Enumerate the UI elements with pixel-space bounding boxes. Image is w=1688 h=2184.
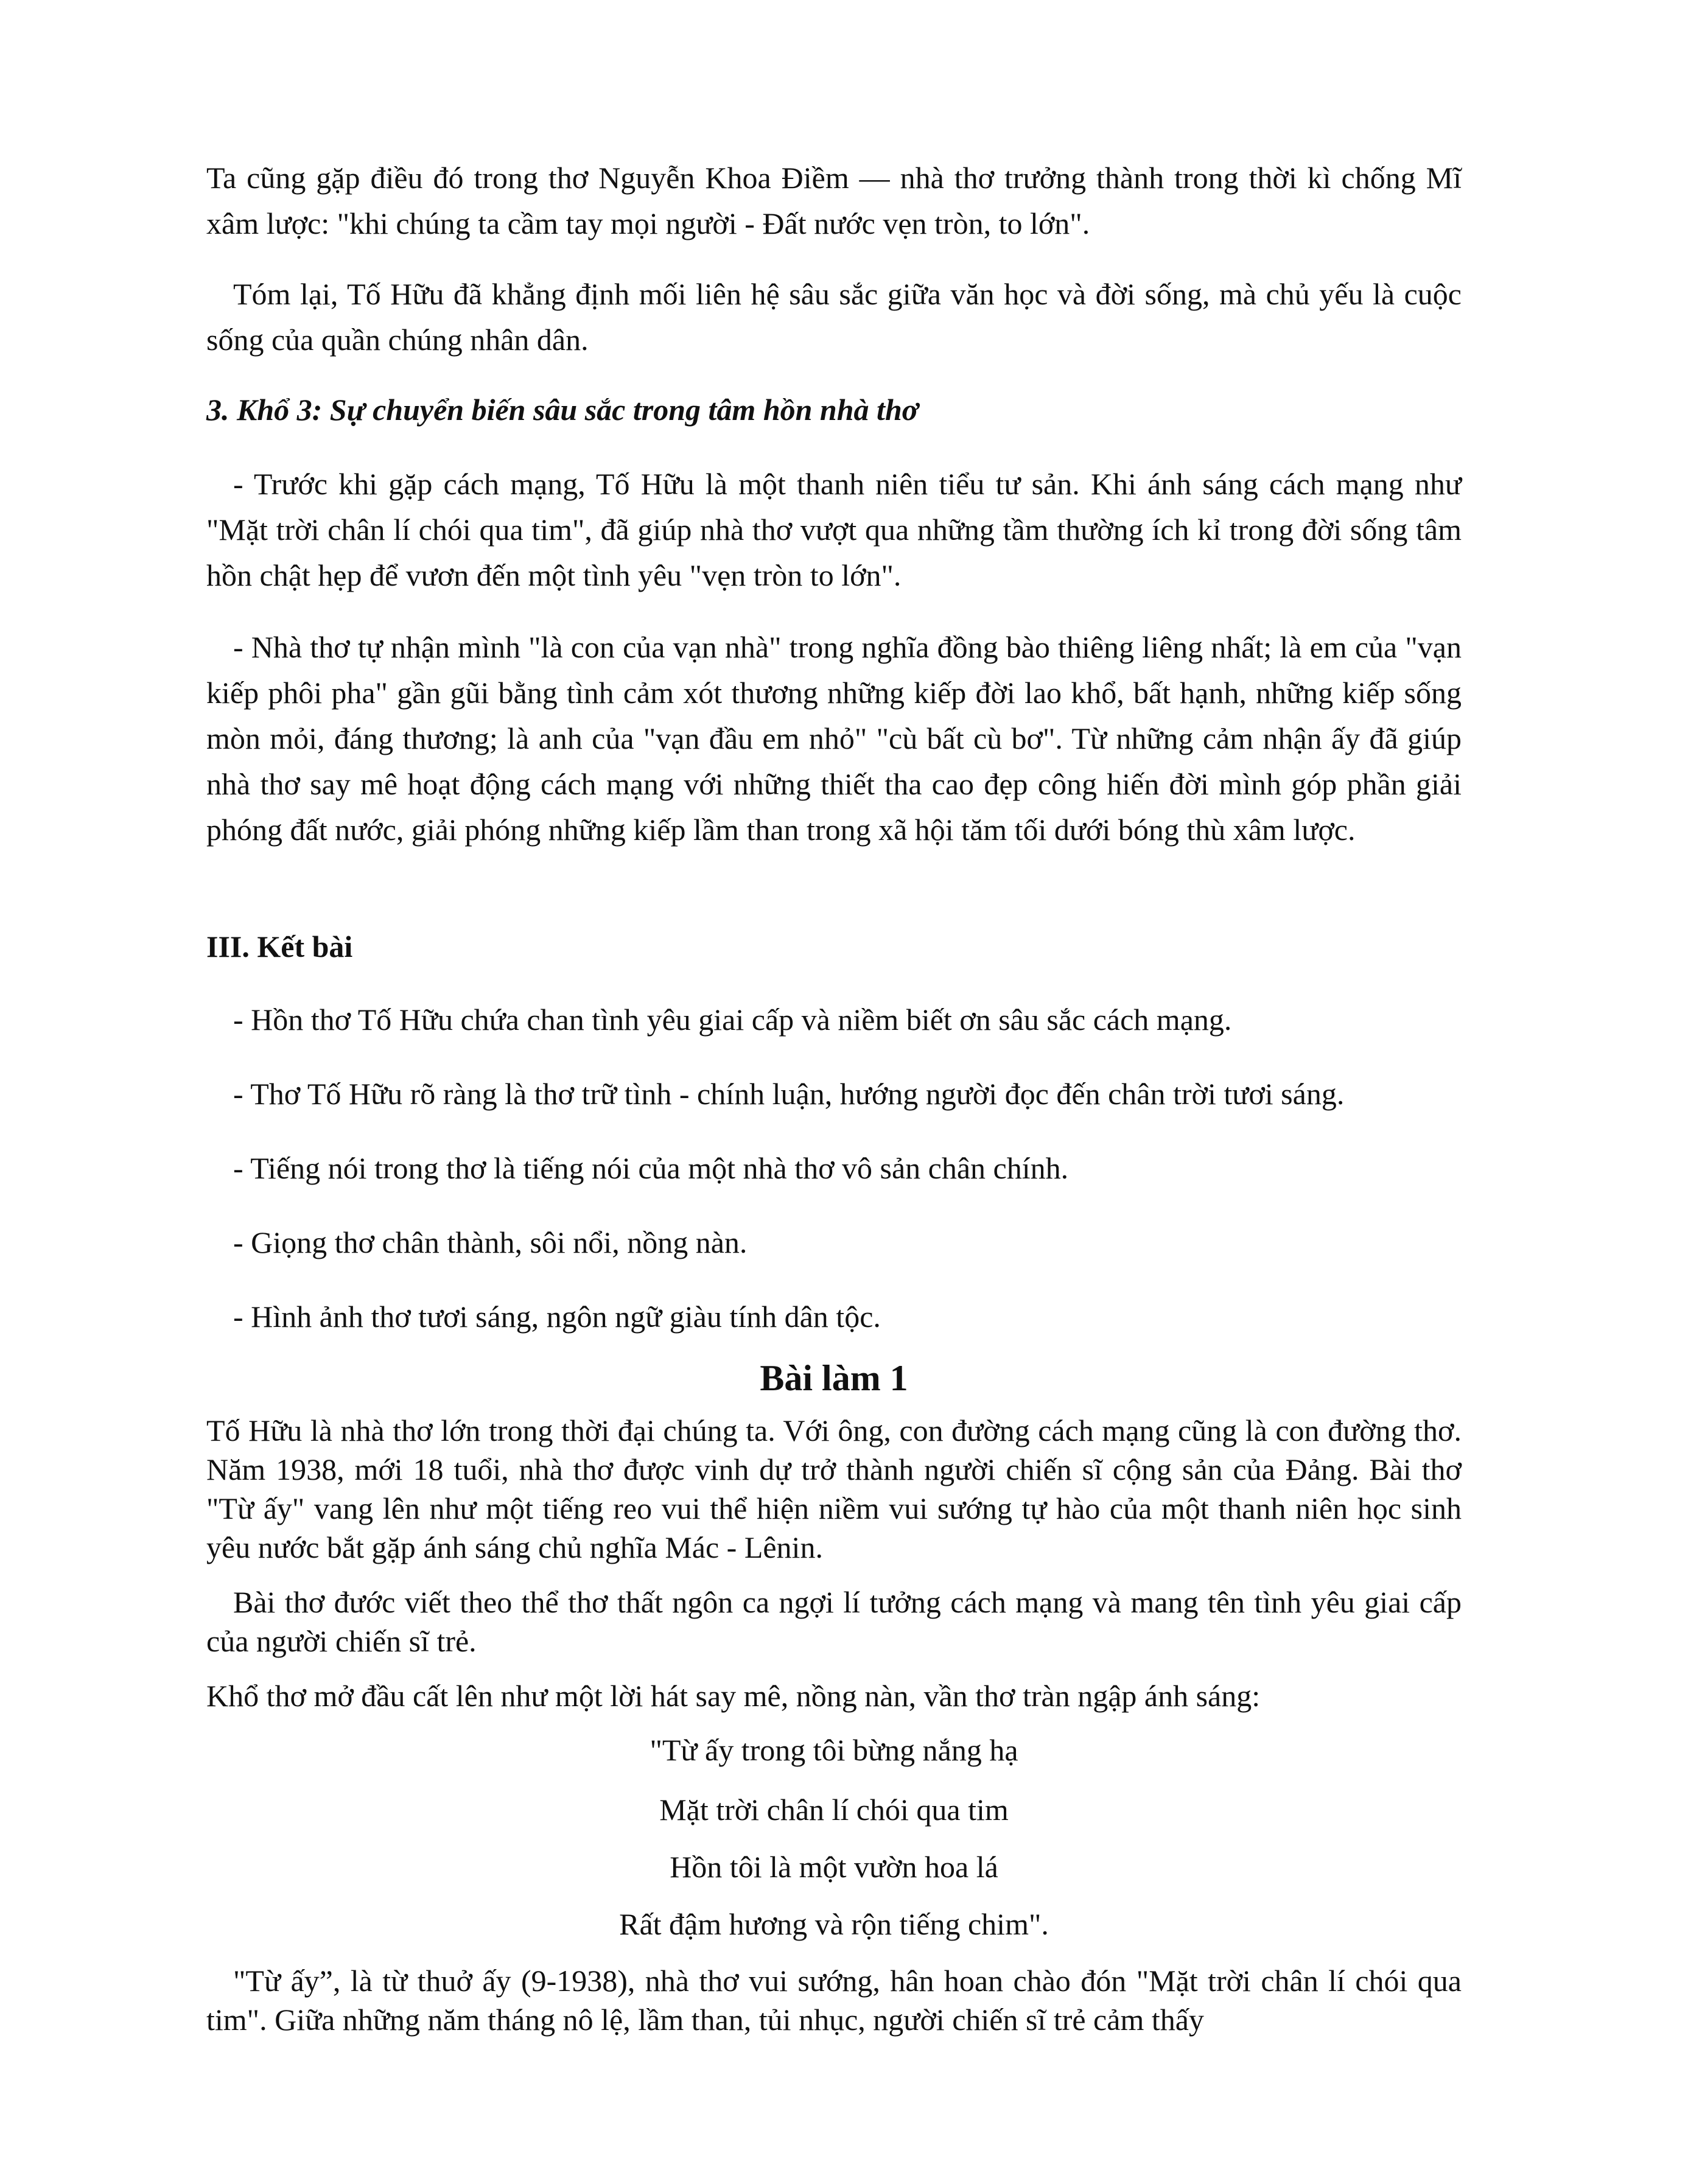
essay-title: Bài làm 1 — [760, 1358, 908, 1398]
conclusion-item-4: - Giọng thơ chân thành, sôi nổi, nồng nàn. — [233, 1225, 748, 1259]
section-heading-kho-3: 3. Khổ 3: Sự chuyển biến sâu sắc trong tâm hồn nhà thơ — [206, 393, 919, 427]
conclusion-item-5: - Hình ảnh thơ tươi sáng, ngôn ngữ giàu tính dân tộc. — [233, 1300, 881, 1334]
conclusion-item-3: - Tiếng nói trong thơ là tiếng nói của một nhà thơ vô sản chân chính. — [233, 1151, 1069, 1185]
paragraph-tu-ay-la-tu-thuo-ay: "Từ ấy”, là từ thuở ấy (9-1938), nhà thơ vui sướng, hân hoan chào đón "Mặt trời chân lí chói qua tim". Giữa những năm tháng nô lệ, lầm than, tủi nhục, người chiến sĩ trẻ cảm thấy — [206, 1964, 1462, 2037]
section-heading-ket-bai: III. Kết bài — [206, 929, 353, 964]
conclusion-item-2: - Thơ Tố Hữu rõ ràng là thơ trữ tình - chính luận, hướng người đọc đến chân trời tươi sáng. — [233, 1077, 1345, 1111]
paragraph-tom-lai: Tóm lại, Tố Hữu đã khẳng định mối liên hệ sâu sắc giữa văn học và đời sống, mà chủ yếu là cuộc sống của quần chúng nhân dân. — [206, 277, 1462, 357]
paragraph-to-huu-nha-tho-lon: Tố Hữu là nhà thơ lớn trong thời đại chúng ta. Với ông, con đường cách mạng cũng là con đường thơ. Năm 1938, mới 18 tuổi, nhà thơ được vinh dự trở thành người chiến sĩ cộng sản của Đảng. Bài thơ "Từ ấy" vang lên như một tiếng reo vui thể hiện niềm vui sướng tự hào của một thanh niên học sinh yêu nước bắt gặp ánh sáng chủ nghĩa Mác - Lênin. — [206, 1413, 1462, 1564]
paragraph-nguyen-khoa-diem: Ta cũng gặp điều đó trong thơ Nguyễn Khoa Điềm — nhà thơ trưởng thành trong thời kì chống Mĩ xâm lược: "khi chúng ta cầm tay mọi người - Đất nước vẹn tròn, to lớn". — [206, 161, 1462, 240]
poem-line-3: Hồn tôi là một vườn hoa lá — [670, 1850, 998, 1884]
poem-line-1: "Từ ấy trong tôi bừng nắng hạ — [650, 1733, 1018, 1767]
conclusion-item-1: - Hồn thơ Tố Hữu chứa chan tình yêu giai cấp và niềm biết ơn sâu sắc cách mạng. — [233, 1003, 1232, 1037]
paragraph-con-cua-van-nha: - Nhà thơ tự nhận mình "là con của vạn nhà" trong nghĩa đồng bào thiêng liêng nhất; là em của "vạn kiếp phôi pha" gần gũi bằng tình cảm xót thương những kiếp đời lao khổ, bất hạnh, những kiếp sống mòn mỏi, đáng thương; là anh của "vạn đầu em nhỏ" "cù bất cù bơ". Từ những cảm nhận ấy đã giúp nhà thơ say mê hoạt động cách mạng với những thiết tha cao đẹp công hiến đời mình góp phần giải phóng đất nước, giải phóng những kiếp lầm than trong xã hội tăm tối dưới bóng thù xâm lược. — [206, 630, 1462, 847]
paragraph-the-tho-that-ngon: Bài thơ đước viết theo thể thơ thất ngôn ca ngợi lí tưởng cách mạng và mang tên tình yêu giai cấp của người chiến sĩ trẻ. — [206, 1585, 1462, 1658]
poem-line-4: Rất đậm hương và rộn tiếng chim". — [619, 1907, 1049, 1941]
paragraph-truoc-khi-gap-cach-mang: - Trước khi gặp cách mạng, Tố Hữu là một thanh niên tiểu tư sản. Khi ánh sáng cách mạng như "Mặt trời chân lí chói qua tim", đã giúp nhà thơ vượt qua những tầm thường ích kỉ trong đời sống tâm hồn chật hẹp để vươn đến một tình yêu "vẹn tròn to lớn". — [206, 467, 1462, 592]
paragraph-kho-tho-mo-dau: Khổ thơ mở đầu cất lên như một lời hát say mê, nồng nàn, vần thơ tràn ngập ánh sáng: — [206, 1679, 1261, 1713]
poem-line-2: Mặt trời chân lí chói qua tim — [659, 1793, 1009, 1827]
